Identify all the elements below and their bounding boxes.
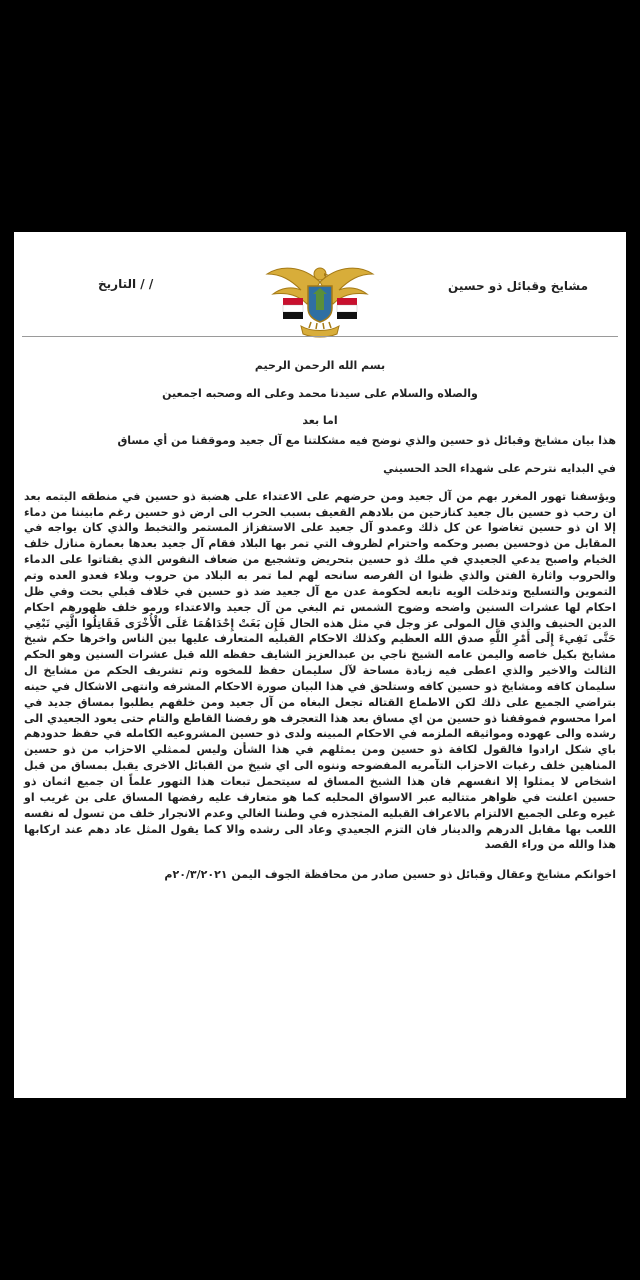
basmala: بسم الله الرحمن الرحيم [254, 359, 386, 372]
main-paragraph: ويؤسفنا تهور المغرر بهم من آل جعيد ومن حرضهم على الاعتداء على هضبة ذو حسين في منطقه اليتمه بعد ان رحب ذو حسين بال جعيد كنازحين من بلادهم القعيف بسبب الحرب الى ارض ذو حسين رغم مابيننا من دماء إلا ان ذو حسين تغاضوا عن كل ذلك وعمدو آل جعيد على الاستفزاز المستمر والتخبط والذي كان يواجه في المقابل من ذوحسين بصبر وحكمه واحترام لظروف التي تمر بها البلاد فقام آل جعيد بعدها بعمارة منازل خلف الخيام واصبح يدعي الجعيدي في ملك ذو حسين بتحريض وتشجيع من ضعاف النفوس الذي يقتاتوا على الدماء والحروب واثارة الفتن والذي ظنوا ان الفرصه سانحه لهم لما تمر به البلاد من حروب وبلاء فعدو العده وتم التموين والتسليح وتدخلت الويه تابعه لحكومة عدن مع آل جعيد ضد ذو حسين في خلاف قبلي بحت وفي ظل احكام لها عشرات السنين واضحه وضوح الشمس تم البغي من آل جعيد والاعتداء ورمو خلف ظهورهم احكام الدين الحنيف والذي قال المولى عز وجل في مثل هذه الحال فَإِن بَغَتْ إِحْدَاهُمَا عَلَى الْأُخْرَى فَقَاتِلُوا الَّتِي تَبْغِي حَتَّى تَفِيءَ إِلَى أَمْرِ اللَّهِ صدق الله العظيم وكذلك الاحكام القبليه المتعارف عليها بين الناس واخرها حكم شيخ مشايخ بكيل خاصه واليمن عامه الشيخ ناجي بن عبدالعزيز الشايف حفظه الله قبل عشرات السنين وهو الحكم الثالث والاخير والذي اعطى فيه زيادة مساحة لآل سليمان حفظ للمخوه وتم تشريف الحكم من مشايخ ال سليمان كافه ومشايخ ذو حسين كافه وستلحق في هذا البيان صورة الاحكام المشرفه وانتهى الاشكال في حينه بتراضي الجميع على ذلك لكن الاطماع القتاله تجعل البغاه من آل جعيد ومن خلفهم يطلبوا بمساق جديد في امرا محسوم فموقفنا ذو حسين من اي مساق بعد هذا التعجرف هو رفضنا القاطع والتام حتى يعود الجعيدي الى رشده والى عهوده ومواثيقه الملزمه في الاحكام المبينه ولدى ذو حسين المشروعيه الكامله في حفظ حدودهم باي شكل ارادوا فالقول لكافة ذو حسين ومن يمثلهم في هذا الشأن وليس لممثلي الاحزاب من ذو حسين المناهين خلف رغبات الاحزاب التآمريه المفضوحه وننوه الى اي شيخ من القبائل الاخرى يقبل بمساق من قبل اشخاص لا يمثلوا إلا انفسهم فان هذا الشيخ المساق له سيتحمل تبعات هذا التهور علماً ان جميع اثمان ذو حسين اعلنت في ظواهر متتاليه عبر الاسواق المحليه كما هو متعارف عليه رفضها المساق على بن غريب او غيره وعلى الجميع الالتزام بالاعراف القبليه المتجذره في وطننا الغالي وعدم الانجرار خلف من تسول له نفسه اللعب بها مقابل الدرهم والدينار فان التزم الجعيدي وعاد الى رشده والا كما يقول المثل عاد دهم عند اركابها هذا والله من وراء القصد [24, 489, 616, 852]
prayer-line: والصلاه والسلام على سيدنا محمد وعلى اله وصحبه اجمعين [162, 387, 478, 400]
organization-name: مشايخ وقبائل ذو حسين [448, 279, 588, 293]
closing-signature: اخوانكم مشايخ وعقال وقبائل ذو حسين صادر من محافظة الجوف اليمن ٢٠/٣/٢٠٢١م [164, 868, 616, 882]
yemen-eagle-emblem [261, 260, 379, 348]
date-label: التاريخ / / [98, 277, 154, 291]
amma-baad: اما بعد [302, 414, 338, 427]
intro-paragraph: هذا بيان مشايخ وقبائل ذو حسين والذي نوضح فيه مشكلتنا مع آل جعيد وموقفنا من أي مساق [117, 434, 616, 447]
section-heading: في البدايه نترحم على شهداء الحد الحسيني [383, 462, 616, 475]
document-page [14, 232, 626, 1098]
statement-body [24, 432, 616, 897]
header-divider [22, 336, 618, 337]
